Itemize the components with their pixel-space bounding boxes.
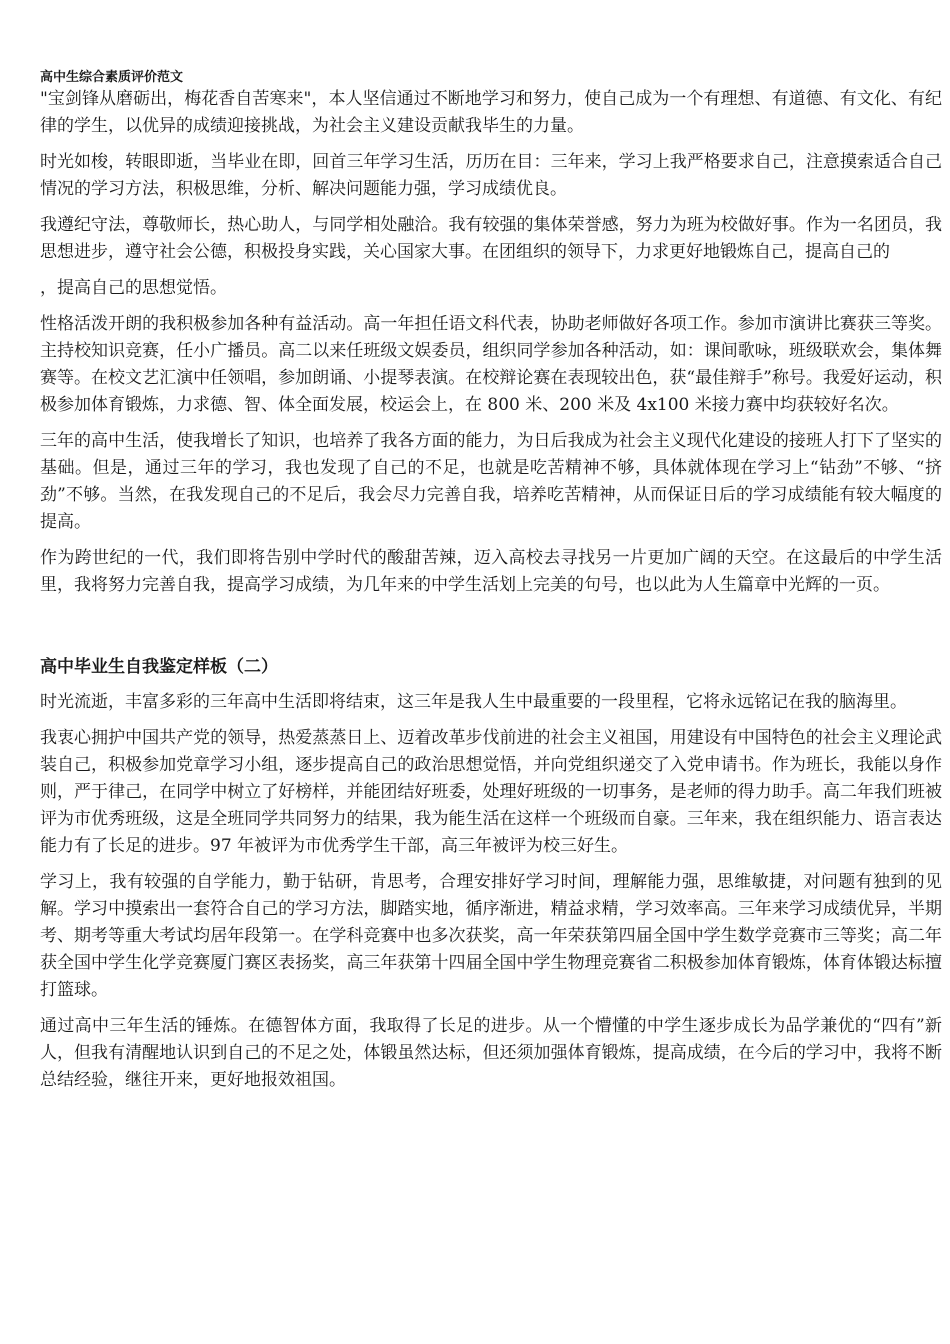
section-title: 高中毕业生自我鉴定样板（二） <box>40 657 278 677</box>
paragraph: 通过高中三年生活的锤炼。在德智体方面，我取得了长足的进步。从一个懵懂的中学生逐步成长为品学兼优的“四有”新人，但我有清醒地认识到自己的不足之处，体锻虽然达标，但还须加强体育锻炼，提高成绩，在今后的学习中，我将不断总结经验，继往开来，更好地报效祖国。 <box>40 1016 942 1090</box>
document-page <box>40 70 942 1103</box>
paragraph: 时光流逝，丰富多彩的三年高中生活即将结束，这三年是我人生中最重要的一段里程，它将永远铭记在我的脑海里。 <box>40 692 907 712</box>
paragraph: "宝剑锋从磨砺出，梅花香自苦寒来"，本人坚信通过不断地学习和努力，使自己成为一个有理想、有道德、有文化、有纪律的学生，以优异的成绩迎接挑战，为社会主义建设贡献我毕生的力量。 <box>40 89 942 136</box>
paragraph: ，提高自己的思想觉悟。 <box>40 278 227 298</box>
paragraph: 时光如梭，转眼即逝，当毕业在即，回首三年学习生活，历历在目：三年来，学习上我严格要求自己，注意摸索适合自己情况的学习方法，积极思维，分析、解决问题能力强，学习成绩优良。 <box>40 152 942 199</box>
paragraph: 三年的高中生活，使我增长了知识，也培养了我各方面的能力，为日后我成为社会主义现代化建设的接班人打下了坚实的基础。但是，通过三年的学习，我也发现了自己的不足，也就是吃苦精神不够，具体就体现在学习上“钻劲”不够、“挤劲”不够。当然，在我发现自己的不足后，我会尽力完善自我，培养吃苦精神，从而保证日后的学习成绩能有较大幅度的提高。 <box>40 431 942 532</box>
paragraph: 作为跨世纪的一代，我们即将告别中学时代的酸甜苦辣，迈入高校去寻找另一片更加广阔的天空。在这最后的中学生活里，我将努力完善自我，提高学习成绩，为几年来的中学生活划上完美的句号，也以此为人生篇章中光辉的一页。 <box>40 548 942 595</box>
paragraph: 我遵纪守法，尊敬师长，热心助人，与同学相处融洽。我有较强的集体荣誉感，努力为班为校做好事。作为一名团员，我思想进步，遵守社会公德，积极投身实践，关心国家大事。在团组织的领导下，力求更好地锻炼自己，提高自己的 <box>40 215 942 262</box>
paragraph: 我衷心拥护中国共产党的领导，热爱蒸蒸日上、迈着改革步伐前进的社会主义祖国，用建设有中国特色的社会主义理论武装自己，积极参加党章学习小组，逐步提高自己的政治思想觉悟，并向党组织递交了入党申请书。作为班长，我能以身作则，严于律己，在同学中树立了好榜样，并能团结好班委，处理好班级的一切事务，是老师的得力助手。高二年我们班被评为市优秀班级，这是全班同学共同努力的结果，我为能生活在这样一个班级而自豪。三年来，我在组织能力、语言表达能力有了长足的进步。97 年被评为市优秀学生干部，高三年被评为校三好生。 <box>40 728 942 856</box>
paragraph: 性格活泼开朗的我积极参加各种有益活动。高一年担任语文科代表，协助老师做好各项工作。参加市演讲比赛获三等奖。主持校知识竞赛，任小广播员。高二以来任班级文娱委员，组织同学参加各种活动，如：课间歌咏，班级联欢会，集体舞赛等。在校文艺汇演中任领唱，参加朗诵、小提琴表演。在校辩论赛在表现较出色，获“最佳辩手”称号。我爱好运动，积极参加体育锻炼，力求德、智、体全面发展，校运会上，在 800 米、200 米及 4x100 米接力赛中均获较好名次。 <box>40 314 942 415</box>
paragraph: 学习上，我有较强的自学能力，勤于钻研，肯思考，合理安排好学习时间，理解能力强，思维敏捷，对问题有独到的见解。学习中摸索出一套符合自己的学习方法，脚踏实地，循序渐进，精益求精，学习效率高。三年来学习成绩优异，半期考、期考等重大考试均居年段第一。在学科竞赛中也多次获奖，高一年荣获第四届全国中学生数学竞赛市三等奖；高二年获全国中学生化学竞赛厦门赛区表扬奖，高三年获第十四届全国中学生物理竞赛省二积极参加体育锻炼，体育体锻达标擅打篮球。 <box>40 872 942 1000</box>
document-title: 高中生综合素质评价范文 <box>40 70 184 85</box>
